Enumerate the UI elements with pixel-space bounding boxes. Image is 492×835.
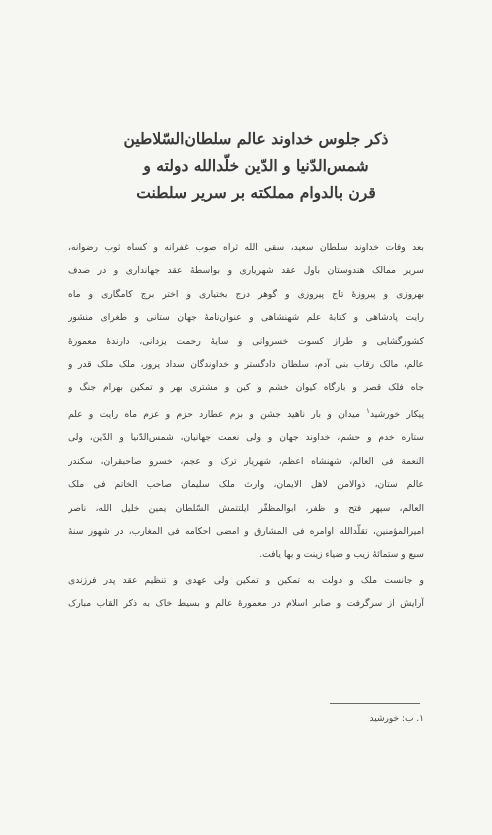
text-line: العالم، سپهر فتح و ظفر، ابوالمظفّر ایلتتمش السّلطان یمین خلیل الله، ناصر [68,502,424,514]
text-line: ستاره خدم و حشم، خداوند جهان و ولی نعمت جهانیان، شمس‌الدّنیا و الدّین، ولی [68,432,424,444]
text-line: و جانست ملک و دولت به تمکین و تمکین ولی عهدی و تنظیم عقد پدر فرزندی [68,574,424,586]
text-fragment: میدان و بار ناهید جشن و بزم عطارد حزم و عزم ماه رایت و علم [68,408,360,420]
paragraph-2 [68,569,424,616]
text-line: عالم، مالک رقاب بنی آدم، سلطان دادگستر و خداوندگان سداد پرور، ملک ملک قدر و [68,359,424,371]
text-line: جاه فلک قصر و بارگاه کیوان خشم و کین و مشتری بهر و تمکین بهرام جنگ و [68,382,424,394]
text-line: النعمة فی العالم، شهنشاه اعظم، شهریار ترک و عجم، خسرو صاحبقران، سکندر [68,455,424,467]
text-line: آرایش از سرگرفت و صابر اسلام در معمورهٔ عالم و بسیط خاک به ذکر القاب مبارک [68,598,424,610]
text-line: امیرالمؤمنین، تقلّدالله اوامره فی المشارق و امضی احکامه فی المغارب، در شهور سنهٔ [68,525,424,537]
paragraph-1 [68,236,424,567]
text-line: عالم ستان، ذوالامن لاهل الایمان، وارث ملک سلیمان صاحب الخاتم فی ملک [68,479,424,491]
footnote: ۱. ب: خورشید [369,714,424,724]
text-line: بعد وفات خداوند سلطان سعید، سقی الله ثراه صوب غفرانه و کساه ثوب رضوانه، [68,242,424,253]
text-line: سریر ممالک هندوستان باول عقد شهریاری و بواسطهٔ عقد جهانداری و در صدف [68,265,424,277]
chapter-heading [90,125,422,206]
heading-line: شمس‌الدّنیا و الدّین خلّدالله دولته و [143,156,369,175]
heading-line: ذکر جلوس خداوند عالم سلطان‌السّلاطین [123,129,389,148]
text-line: بهروزی و پیروزهٔ تاج پیروزی و گوهر درج بختیاری و اختر برج کامگاری و ماه [68,288,424,300]
text-line: سبع و ستمائهٔ زیب و ضیاء زینت و بها یافت. [259,549,424,561]
footnote-divider [330,703,420,704]
text-line: کشورگشایی و طراز کسوت خسروانی و سایهٔ رحمت یزدانی، دارندهٔ معمورهٔ [68,335,424,347]
text-fragment: پیکار خورشید [369,408,424,420]
text-line [68,400,424,426]
footnote-marker: ۱ [366,406,370,415]
body-text [68,236,424,616]
text-line: رایت پادشاهی و کتابهٔ علم شهنشاهی و عنوان‌نامهٔ جهان ستانی و طغرای منشور [68,312,424,324]
heading-line: قرن بالدوام مملکته بر سریر سلطنت [136,183,376,202]
